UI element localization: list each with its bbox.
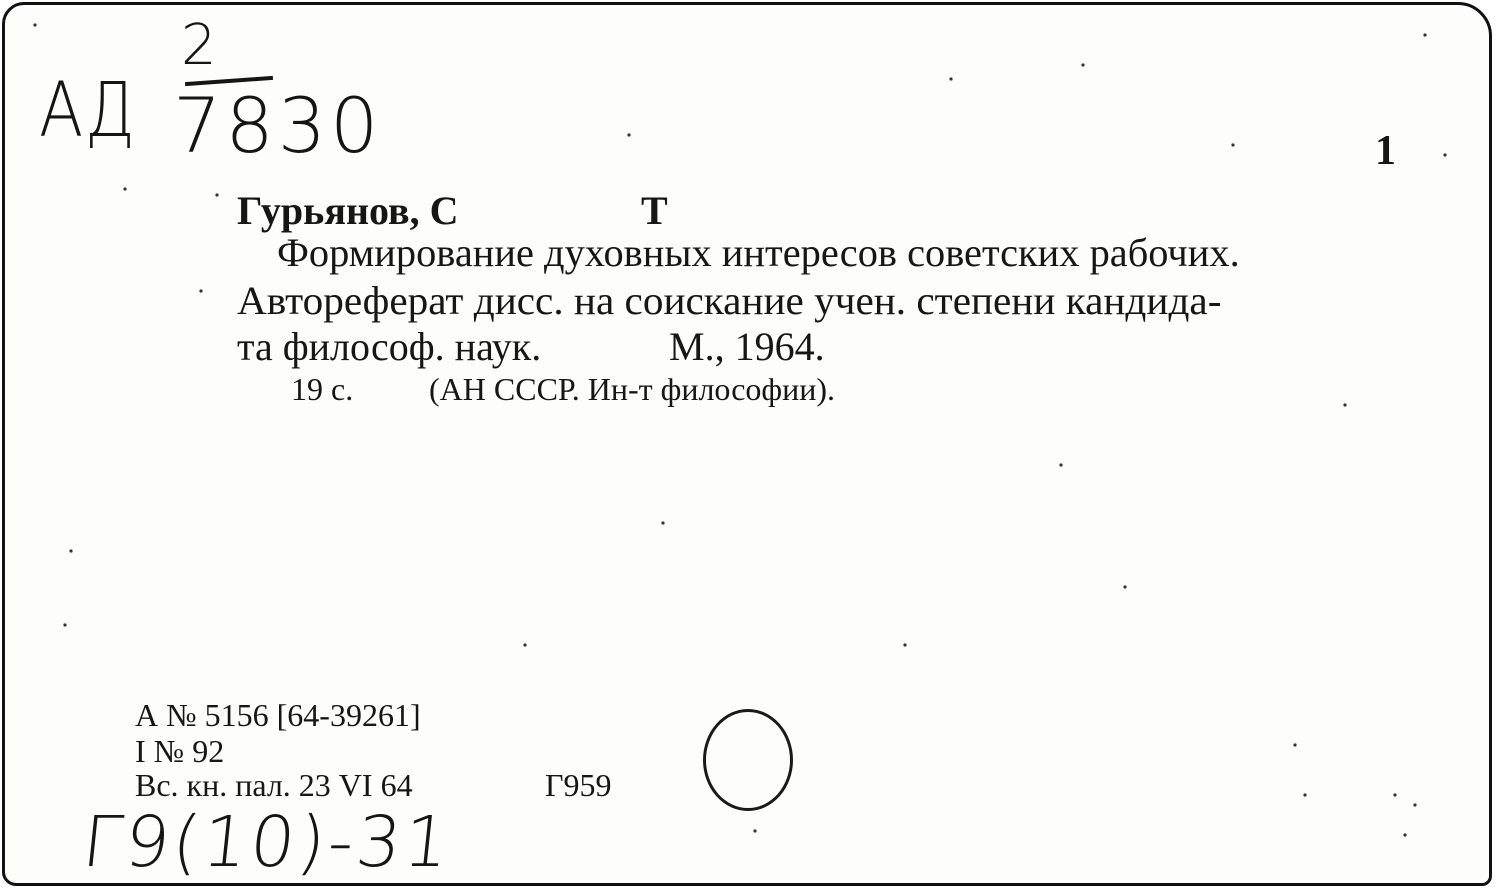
speck [1343,403,1346,406]
series-note: (АН СССР. Ин-т философии). [429,371,836,407]
registration-note: Вс. кн. пал. 23 VI 64 [135,767,413,803]
classification-code: Г959 [545,767,612,803]
speck [123,187,126,190]
catalog-card [2,2,1492,886]
speck [1403,833,1406,836]
speck [215,193,218,196]
inventory-number: I № 92 [135,733,225,769]
speck [1059,463,1062,466]
handwritten-classification: Г9(10)-31 [78,801,456,883]
page-count: 19 с. [291,371,354,407]
speck [661,521,664,524]
speck [63,623,66,626]
accession-number: А № 5156 [64-39261] [135,697,421,733]
speck [199,289,202,292]
title-line-3: та философ. наук. [237,324,542,369]
speck [1123,585,1126,588]
title-line-1: Формирование духовных интересов советских рабочих. [277,230,1240,275]
shelfmark-prefix: АД [39,65,137,154]
speck [33,23,36,26]
speck [1443,153,1446,156]
card-number: 1 [1375,128,1396,174]
speck [523,643,526,646]
speck [903,643,906,646]
speck [627,133,630,136]
author-initial: Т [641,188,668,233]
speck [1081,63,1084,66]
speck [949,77,952,80]
speck [1413,803,1416,806]
title-line-2: Автореферат дисс. на соискание учен. степени кандида- [237,278,1222,323]
shelfmark-numerator: 2 [181,13,217,78]
speck [1423,33,1426,36]
speck [69,549,72,552]
speck [1393,793,1396,796]
publication-imprint: М., 1964. [669,324,825,369]
speck [1231,143,1234,146]
shelfmark-denominator: 7830 [173,81,383,170]
stamp-circle [703,709,793,811]
speck [1293,743,1296,746]
author-name: Гурьянов, С [237,188,459,233]
speck [753,829,756,832]
speck [1303,793,1306,796]
